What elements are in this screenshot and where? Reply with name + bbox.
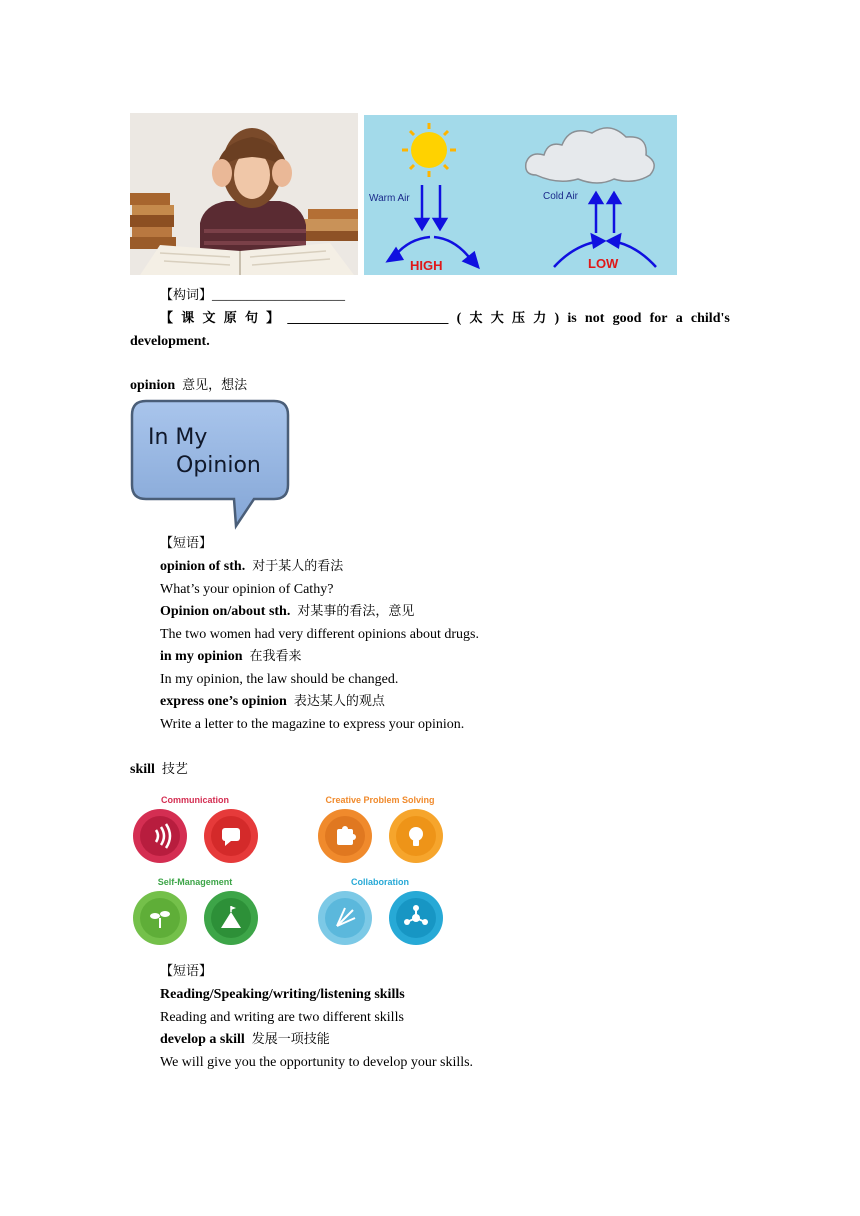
- phrase-entry: [160, 558, 343, 576]
- high-label: HIGH: [410, 258, 443, 273]
- example-sentence: We will give you the opportunity to develop your skills.: [160, 1055, 474, 1070]
- stressed-student-photo: [130, 113, 358, 275]
- sentence-word: (: [456, 311, 462, 326]
- problem-solving-badge: [317, 808, 371, 862]
- example-sentence: Write a letter to the magazine to express your opinion.: [160, 717, 465, 732]
- skill-group-title: Collaboration: [351, 877, 409, 887]
- aiming-high-badge: [203, 890, 257, 944]
- skill-heading: [130, 761, 188, 779]
- sentence-label-char: 文: [202, 311, 216, 326]
- warm-air-label: Warm Air: [369, 193, 410, 204]
- phrase-meaning: 对于某人的看法: [252, 559, 344, 574]
- phrase-entry: [160, 1031, 330, 1049]
- sentence-word: is: [567, 311, 577, 326]
- bubble-line1: In My: [148, 425, 208, 450]
- speaking-badge: [203, 808, 257, 862]
- example-sentence: The two women had very different opinions about drugs.: [160, 627, 479, 642]
- example-sentence: What’s your opinion of Cathy?: [160, 582, 334, 597]
- phrase-meaning: 表达某人的观点: [293, 694, 385, 709]
- sentence-label-char: 原: [223, 311, 237, 326]
- skill-group-title: Creative Problem Solving: [325, 795, 435, 805]
- cold-air-label: Cold Air: [543, 191, 579, 202]
- phrase-entry: [160, 693, 385, 711]
- phrase-meaning: 对某事的看法，意见: [297, 604, 415, 619]
- headword: opinion: [130, 378, 176, 393]
- phrase-entry: [160, 603, 414, 621]
- air-pressure-diagram: [364, 115, 677, 275]
- sentence-label-char: 】: [266, 311, 280, 326]
- example-sentence: In my opinion, the law should be changed.: [160, 672, 399, 687]
- opinion-heading: [130, 377, 247, 395]
- sentence-word: a: [675, 311, 683, 326]
- phrase: Opinion on/about sth.: [160, 604, 291, 619]
- teamwork-badge: [388, 890, 442, 944]
- sentence-label-char: 课: [181, 311, 195, 326]
- sentence-word: 太: [469, 311, 483, 326]
- sentence-continuation: development.: [130, 334, 210, 349]
- sentence-word: 压: [511, 311, 525, 326]
- phrase: develop a skill: [160, 1032, 245, 1047]
- skills-infographic: [128, 792, 448, 954]
- sentence-word: ): [554, 311, 560, 326]
- sentence-word: 力: [533, 311, 547, 326]
- in-my-opinion-bubble: [130, 398, 292, 530]
- phrase-meaning: 在我看来: [249, 649, 302, 664]
- word-formation-label: 【构词】: [160, 288, 213, 303]
- phrases-label: 【短语】: [160, 536, 213, 551]
- staying-positive-badge: [132, 890, 186, 944]
- text-sentence-row: [160, 310, 730, 328]
- headword-meaning: 技艺: [161, 762, 188, 777]
- low-label: LOW: [588, 256, 619, 271]
- sentence-word: 大: [490, 311, 504, 326]
- phrase: opinion of sth.: [160, 559, 246, 574]
- phrase: in my opinion: [160, 649, 243, 664]
- phrase: express one’s opinion: [160, 694, 287, 709]
- phrase: Reading/Speaking/writing/listening skills: [160, 987, 405, 1002]
- skill-group-title: Self-Management: [157, 877, 233, 887]
- bubble-line2: Opinion: [176, 453, 261, 478]
- headword-meaning: 意见，想法: [182, 378, 248, 393]
- skill-group-title: Communication: [160, 795, 229, 805]
- sentence-label-char: 【: [160, 311, 174, 326]
- phrase-entry: [160, 986, 405, 1004]
- leadership-badge: [317, 890, 371, 944]
- sentence-word: not: [584, 311, 605, 326]
- word-formation-row: [160, 287, 345, 305]
- creativity-badge: [388, 808, 442, 862]
- word-formation-blank: ___________________: [212, 288, 346, 303]
- example-sentence: Reading and writing are two different skills: [160, 1010, 404, 1025]
- sentence-word: child's: [690, 311, 730, 326]
- sentence-word: for: [649, 311, 668, 326]
- headword: skill: [130, 762, 155, 777]
- phrases-label: 【短语】: [160, 964, 213, 979]
- sentence-blank: _______________________: [287, 311, 449, 326]
- phrase-meaning: 发展一项技能: [251, 1032, 330, 1047]
- phrase-entry: [160, 648, 302, 666]
- sentence-label-char: 句: [244, 311, 258, 326]
- sentence-word: good: [612, 311, 642, 326]
- listening-badge: [132, 808, 186, 862]
